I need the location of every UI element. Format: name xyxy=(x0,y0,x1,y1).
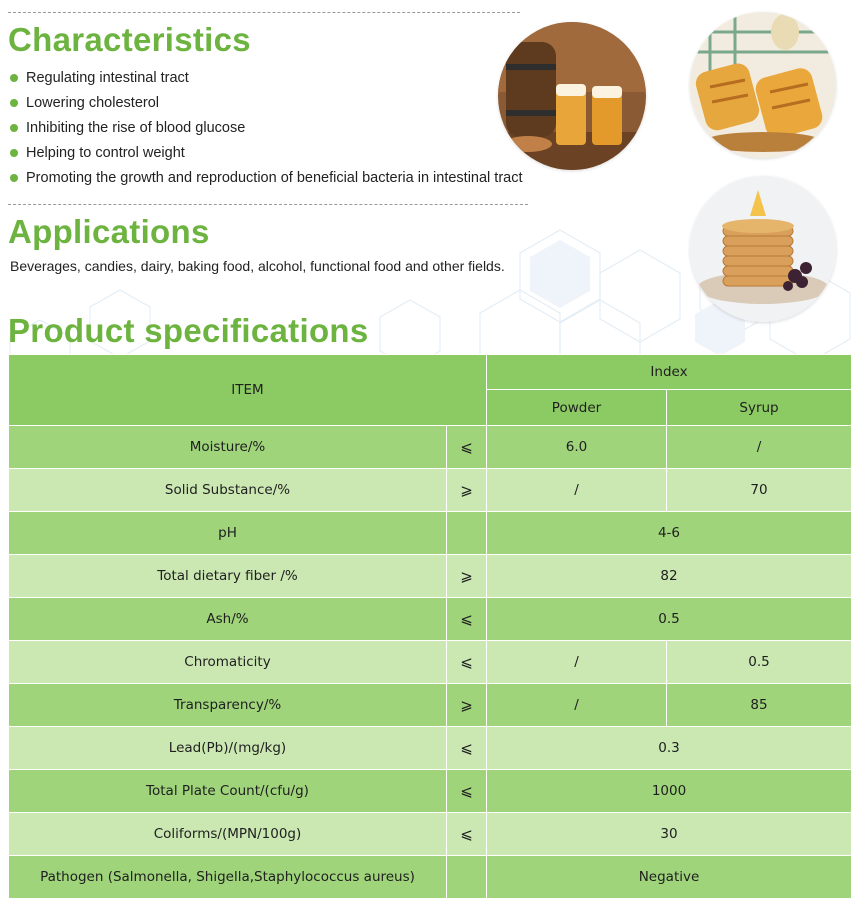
row-value: 0.3 xyxy=(487,727,852,770)
row-operator xyxy=(447,856,487,899)
table-row xyxy=(9,512,852,555)
row-operator: ⩾ xyxy=(447,469,487,512)
row-operator: ⩽ xyxy=(447,598,487,641)
row-syrup-value: 70 xyxy=(667,469,852,512)
specifications-heading: Product specifications xyxy=(8,312,369,349)
row-item: Total dietary fiber /% xyxy=(9,555,447,598)
characteristics-heading: Characteristics xyxy=(8,21,251,58)
top-dashed-divider xyxy=(8,12,520,13)
row-syrup-value: 85 xyxy=(667,684,852,727)
syrup-header: Syrup xyxy=(667,390,852,426)
list-item: Inhibiting the rise of blood glucose xyxy=(10,116,523,141)
table-row xyxy=(9,426,852,469)
list-item: Helping to control weight xyxy=(10,141,523,166)
powder-header: Powder xyxy=(487,390,667,426)
row-value: 30 xyxy=(487,813,852,856)
index-header: Index xyxy=(487,355,852,390)
beer-photo-icon xyxy=(498,22,646,170)
table-row xyxy=(9,856,852,899)
row-powder-value: / xyxy=(487,469,667,512)
row-operator: ⩾ xyxy=(447,555,487,598)
row-item: Moisture/% xyxy=(9,426,447,469)
row-operator xyxy=(447,512,487,555)
row-item: Solid Substance/% xyxy=(9,469,447,512)
row-value: 0.5 xyxy=(487,598,852,641)
row-item: Chromaticity xyxy=(9,641,447,684)
table-row xyxy=(9,770,852,813)
row-item: Ash/% xyxy=(9,598,447,641)
table-row xyxy=(9,598,852,641)
table-row xyxy=(9,469,852,512)
row-item: Coliforms/(MPN/100g) xyxy=(9,813,447,856)
list-item: Regulating intestinal tract xyxy=(10,66,523,91)
row-value: 82 xyxy=(487,555,852,598)
row-operator: ⩽ xyxy=(447,770,487,813)
list-item: Promoting the growth and reproduction of beneficial bacteria in intestinal tract xyxy=(10,166,523,191)
row-operator: ⩽ xyxy=(447,426,487,469)
row-syrup-value: 0.5 xyxy=(667,641,852,684)
table-row xyxy=(9,555,852,598)
row-powder-value: 6.0 xyxy=(487,426,667,469)
table-row xyxy=(9,641,852,684)
row-item: Transparency/% xyxy=(9,684,447,727)
characteristics-list xyxy=(10,66,523,191)
row-operator: ⩽ xyxy=(447,641,487,684)
row-powder-value: / xyxy=(487,684,667,727)
middle-dashed-divider xyxy=(8,204,528,205)
applications-heading: Applications xyxy=(8,213,210,250)
row-operator: ⩾ xyxy=(447,684,487,727)
pastry-photo-icon xyxy=(690,12,836,158)
row-value: Negative xyxy=(487,856,852,899)
applications-text: Beverages, candies, dairy, baking food, alcohol, functional food and other fields. xyxy=(10,258,505,274)
row-operator: ⩽ xyxy=(447,813,487,856)
row-item: Lead(Pb)/(mg/kg) xyxy=(9,727,447,770)
table-row xyxy=(9,727,852,770)
row-syrup-value: / xyxy=(667,426,852,469)
row-item: pH xyxy=(9,512,447,555)
row-value: 1000 xyxy=(487,770,852,813)
pancake-photo-icon xyxy=(690,176,836,322)
table-row xyxy=(9,684,852,727)
list-item: Lowering cholesterol xyxy=(10,91,523,116)
row-item: Total Plate Count/(cfu/g) xyxy=(9,770,447,813)
row-operator: ⩽ xyxy=(447,727,487,770)
product-spec-table xyxy=(8,354,852,899)
table-header-row xyxy=(9,355,852,390)
item-header: ITEM xyxy=(9,355,487,426)
row-value: 4-6 xyxy=(487,512,852,555)
row-powder-value: / xyxy=(487,641,667,684)
row-item: Pathogen (Salmonella, Shigella,Staphylococcus aureus) xyxy=(9,856,447,899)
table-row xyxy=(9,813,852,856)
